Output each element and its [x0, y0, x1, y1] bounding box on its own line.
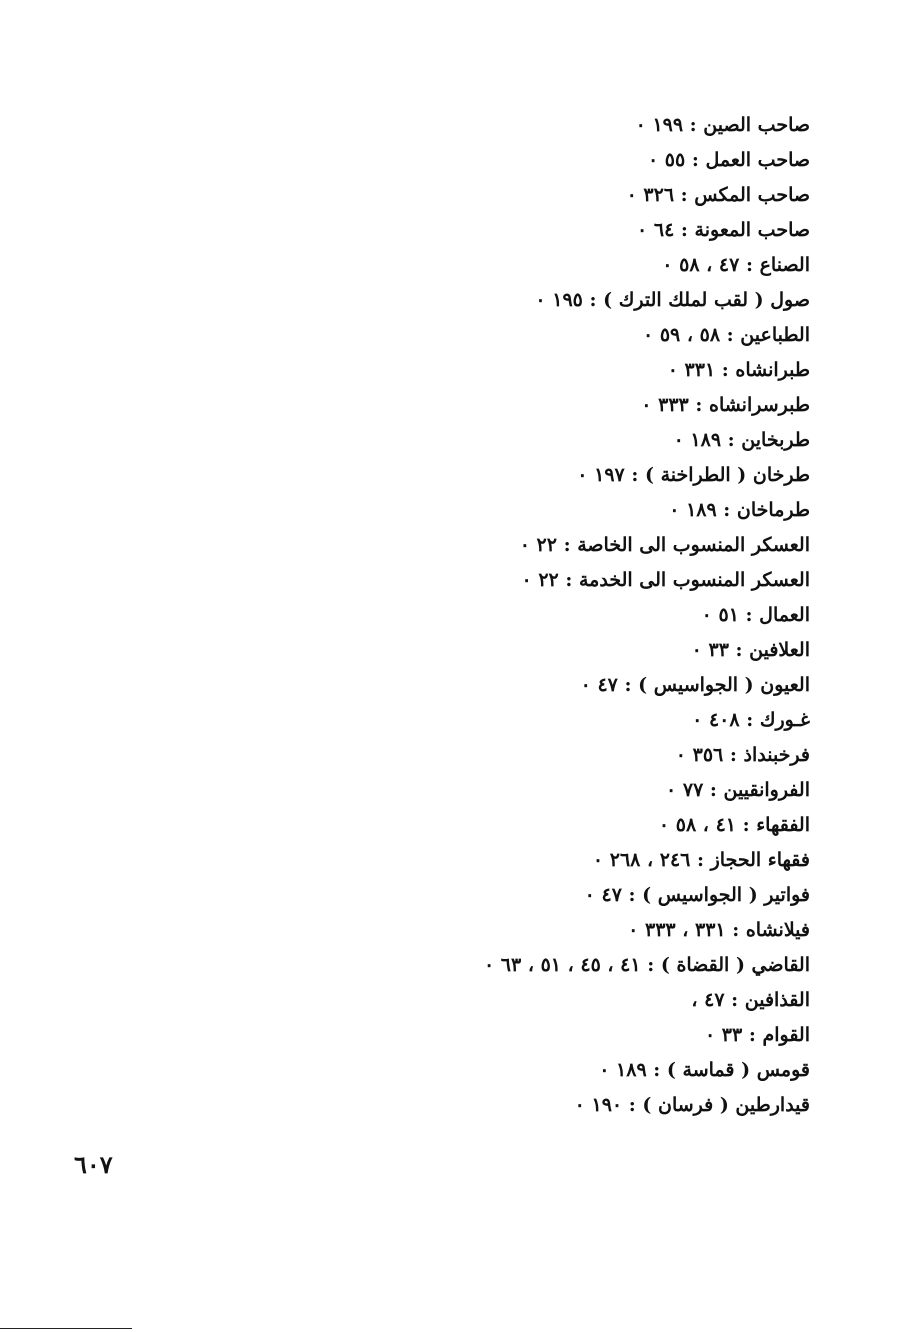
index-entry: فواتير ( الجواسيس ) : ٤٧ ٠ [584, 884, 810, 906]
index-entry: فرخبنداذ : ٣٥٦ ٠ [675, 744, 810, 766]
index-entry: صاحب العمل : ٥٥ ٠ [647, 149, 810, 171]
index-entry: الفروانقيين : ٧٧ ٠ [666, 779, 810, 801]
index-entry: الصناع : ٤٧ ، ٥٨ ٠ [662, 254, 810, 276]
index-entry: القذافين : ٤٧ ، [691, 989, 810, 1011]
index-entry: الفقهاء : ٤١ ، ٥٨ ٠ [658, 814, 810, 836]
index-entry: قومس ( قماسة ) : ١٨٩ ٠ [599, 1059, 810, 1081]
index-entry: القوام : ٣٣ ٠ [704, 1024, 810, 1046]
index-entry: صاحب المكس : ٣٢٦ ٠ [626, 184, 810, 206]
index-entry: صاحب المعونة : ٦٤ ٠ [637, 219, 810, 241]
index-entry: القاضي ( القضاة ) : ٤١ ، ٤٥ ، ٥١ ، ٦٣ ٠ [483, 954, 810, 976]
index-entry: طرماخان : ١٨٩ ٠ [669, 499, 810, 521]
page-number: ٦٠٧ [74, 1150, 113, 1179]
index-entry: صاحب الصين : ١٩٩ ٠ [635, 114, 810, 136]
index-entry: فيلانشاه : ٣٣١ ، ٣٣٣ ٠ [628, 919, 810, 941]
index-entry: العسكر المنسوب الى الخدمة : ٢٢ ٠ [521, 569, 810, 591]
index-entry: غـورك : ٤٠٨ ٠ [692, 709, 810, 731]
index-entry: العسكر المنسوب الى الخاصة : ٢٢ ٠ [519, 534, 810, 556]
index-entry: طبرسرانشاه : ٣٣٣ ٠ [641, 394, 810, 416]
index-entry: صول ( لقب لملك الترك ) : ١٩٥ ٠ [535, 289, 810, 311]
index-entry: طربخاين : ١٨٩ ٠ [673, 429, 810, 451]
bottom-rule [0, 1328, 132, 1329]
index-entry: العيون ( الجواسيس ) : ٤٧ ٠ [580, 674, 810, 696]
index-entry: العمال : ٥١ ٠ [701, 604, 810, 626]
index-entry: طبرانشاه : ٣٣١ ٠ [667, 359, 810, 381]
index-entry: العلافين : ٣٣ ٠ [691, 639, 810, 661]
index-entry: فقهاء الحجاز : ٢٤٦ ، ٢٦٨ ٠ [592, 849, 810, 871]
index-entry: طرخان ( الطراخنة ) : ١٩٧ ٠ [577, 464, 810, 486]
index-entry: الطباعين : ٥٨ ، ٥٩ ٠ [642, 324, 810, 346]
index-list [350, 108, 810, 1123]
index-entry: قيدارطين ( فرسان ) : ١٩٠ ٠ [574, 1094, 810, 1116]
